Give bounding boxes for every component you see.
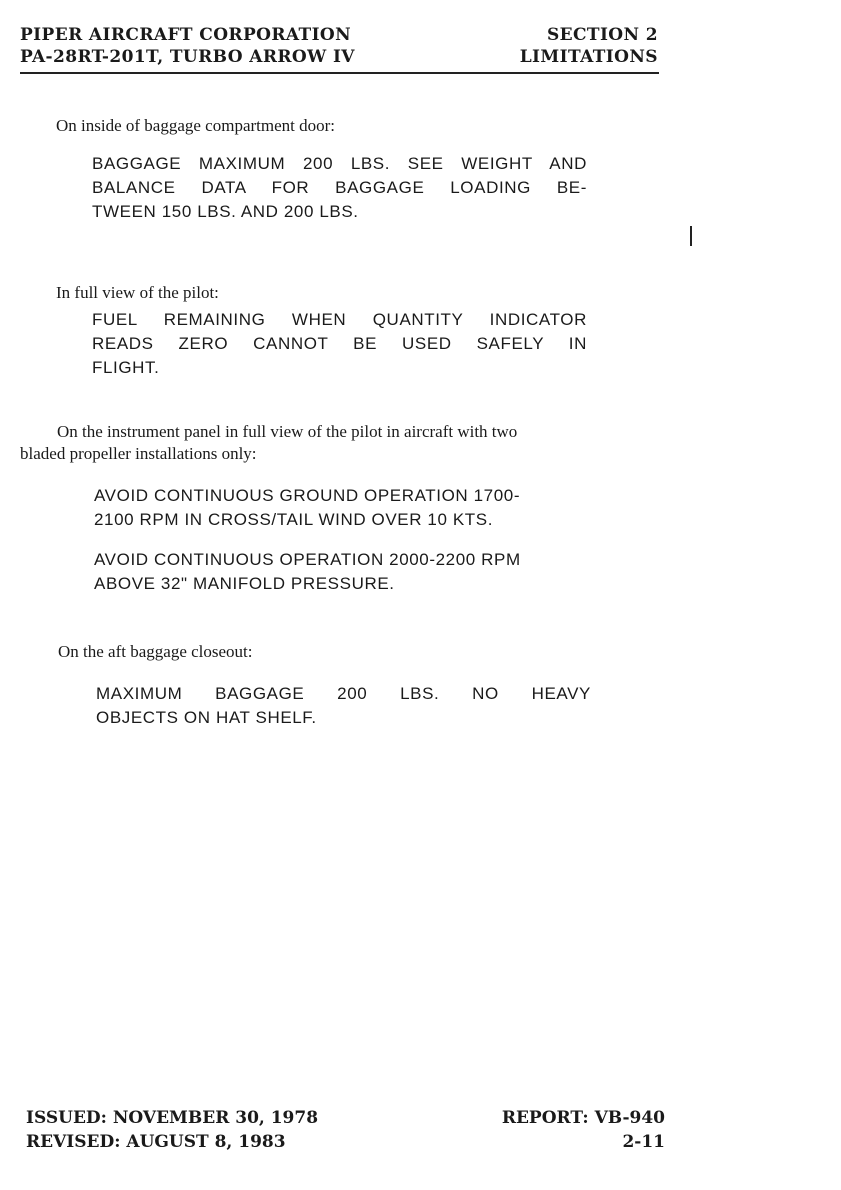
header-divider [20,72,659,74]
footer-left [26,1106,318,1154]
placard-1-line-1: BAGGAGE MAXIMUM 200 LBS. SEE WEIGHT AND [92,154,587,173]
placard-3b-line-2: ABOVE 32" MANIFOLD PRESSURE. [94,574,395,593]
placard-text-3a [94,484,520,532]
revised-date: REVISED: AUGUST 8, 1983 [26,1132,286,1152]
issued-date: ISSUED: NOVEMBER 30, 1978 [26,1108,319,1128]
placard-location-3-line-1: On the instrument panel in full view of the pilot in aircraft with two [57,422,518,441]
placard-2-line-2: READS ZERO CANNOT BE USED SAFELY IN [92,334,587,353]
placard-2-line-3: FLIGHT. [92,358,160,377]
placard-1-line-2: BALANCE DATA FOR BAGGAGE LOADING BE- [92,178,587,197]
placard-text-3b [94,548,521,596]
placard-1-line-3: TWEEN 150 LBS. AND 200 LBS. [92,202,359,221]
company-name: PIPER AIRCRAFT CORPORATION [20,25,352,45]
placard-4-line-2: OBJECTS ON HAT SHELF. [96,708,317,727]
placard-3a-line-2: 2100 RPM IN CROSS/TAIL WIND OVER 10 KTS. [94,510,494,529]
placard-3a-line-1: AVOID CONTINUOUS GROUND OPERATION 1700- [94,486,521,505]
section-title: LIMITATIONS [519,47,658,67]
placard-text-4 [96,682,591,730]
header-right [520,24,658,68]
footer-right [502,1106,665,1154]
aircraft-model: PA-28RT-201T, TURBO ARROW IV [20,47,355,67]
placard-4-line-1: MAXIMUM BAGGAGE 200 LBS. NO HEAVY [96,684,591,703]
placard-2-line-1: FUEL REMAINING WHEN QUANTITY INDICATOR [92,310,587,329]
revision-bar [690,226,692,246]
placard-location-2: In full view of the pilot: [56,283,219,302]
header-left [20,24,355,68]
page-number: 2-11 [622,1132,665,1152]
placard-text-1 [92,152,587,224]
placard-3b-line-1: AVOID CONTINUOUS OPERATION 2000-2200 RPM [94,550,521,569]
section-number: SECTION 2 [546,25,658,45]
report-number: REPORT: VB-940 [501,1108,665,1128]
placard-text-2 [92,308,587,380]
placard-location-1: On inside of baggage compartment door: [56,116,336,135]
placard-location-3-line-2: bladed propeller installations only: [20,444,257,463]
placard-location-4: On the aft baggage closeout: [58,642,253,661]
placard-location-3 [20,421,517,465]
